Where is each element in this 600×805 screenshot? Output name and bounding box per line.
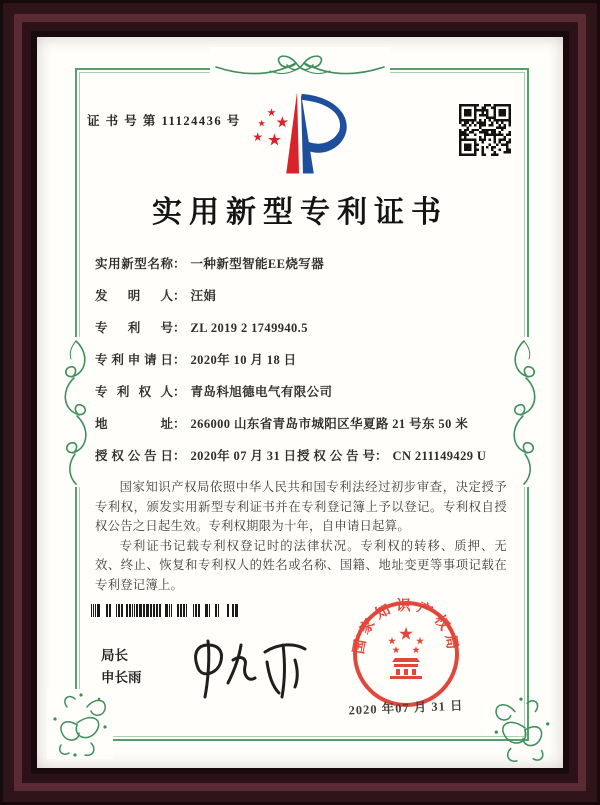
- certificate-number: 证 书 号 第 11124436 号: [87, 114, 241, 128]
- field-label: 专利申请日: [95, 353, 173, 367]
- signer-title: 局长: [101, 648, 128, 663]
- field-label: 发明人: [95, 289, 173, 303]
- field-grant-date: 授权公告日： 2020年 07 月 31 日: [95, 449, 297, 463]
- signer-block: [101, 645, 142, 689]
- body-paragraph-1: 国家知识产权局依照中华人民共和国专利法经过初步审查，决定授予专利权，颁发实用新型专利证书并在专利登记簿上予以登记。专利权自授权公告之日起生效。专利权期限为十年，自申请日起算。: [95, 480, 507, 533]
- cnipa-logo-icon: [242, 87, 360, 179]
- body-paragraph-2: 专利证书记载专利权登记时的法律状况。专利权的转移、质押、无效、终止、恢复和专利权人的姓名或名称、国籍、地址变更等事项记载在专利登记簿上。: [95, 538, 507, 592]
- wood-frame-band-3: [22, 22, 578, 783]
- field-label: 专利号: [95, 321, 173, 335]
- field-label: 实用新型名称: [95, 257, 173, 271]
- legal-text-block: [95, 478, 507, 595]
- fields-block: [95, 256, 509, 480]
- certificate-title: 实用新型专利证书: [152, 196, 448, 229]
- field-inventor: 发明人： 汪娟: [95, 289, 217, 303]
- bottom-right-floral-ornament-icon: [487, 693, 557, 765]
- top-flourish-ornament-icon: [210, 47, 390, 87]
- field-value: ZL 2019 2 1749940.5: [190, 321, 308, 335]
- field-value: 266000 山东省青岛市城阳区华夏路 21 号东 50 米: [190, 417, 469, 431]
- wood-frame-band-4: [31, 31, 569, 774]
- field-grant-number: 授权公告号： CN 211149429 U: [297, 449, 487, 463]
- field-address: 地址： 266000 山东省青岛市城阳区华夏路 21 号东 50 米: [95, 417, 469, 431]
- signer-name: 申长雨: [101, 670, 142, 685]
- seal-ring-text: 国家知识产权局: [351, 598, 461, 656]
- field-label: 授权公告日: [95, 449, 173, 463]
- right-flourish-ornament-icon: [507, 337, 541, 487]
- field-patent-number: 专利号： ZL 2019 2 1749940.5: [95, 321, 308, 335]
- seal-date: 2020 年07 月 31 日: [348, 698, 464, 718]
- field-utility-name: 实用新型名称： 一种新型智能EE烧写器: [95, 257, 325, 271]
- wood-frame-band-2: [14, 14, 586, 791]
- barcode: [91, 604, 241, 617]
- field-value: 青岛科旭德电气有限公司: [190, 385, 333, 399]
- field-value: 汪娟: [190, 289, 217, 303]
- field-value: CN 211149429 U: [392, 449, 487, 463]
- field-value: 2020年 10 月 18 日: [190, 353, 297, 367]
- wood-frame-band-1: [3, 3, 597, 802]
- field-patentee: 专利权人： 青岛科旭德电气有限公司: [95, 385, 333, 399]
- qr-code: [459, 104, 511, 156]
- left-flourish-ornament-icon: [59, 337, 93, 487]
- field-filing-date: 专利申请日： 2020年 10 月 18 日: [95, 353, 297, 367]
- field-label: 授权公告号: [297, 449, 375, 463]
- svg-text:国家知识产权局: [350, 598, 462, 655]
- seal-national-emblem-icon: [388, 627, 424, 679]
- field-label: 地址: [95, 417, 173, 431]
- certificate-paper: [37, 37, 563, 768]
- field-grant-row: [95, 448, 509, 480]
- official-seal: [350, 598, 462, 710]
- field-value: 一种新型智能EE烧写器: [190, 257, 325, 271]
- signature-handwriting-icon: [187, 631, 313, 701]
- field-value: 2020年 07 月 31 日: [190, 449, 297, 463]
- bottom-left-floral-ornament-icon: [47, 689, 113, 759]
- field-label: 专利权人: [95, 385, 173, 399]
